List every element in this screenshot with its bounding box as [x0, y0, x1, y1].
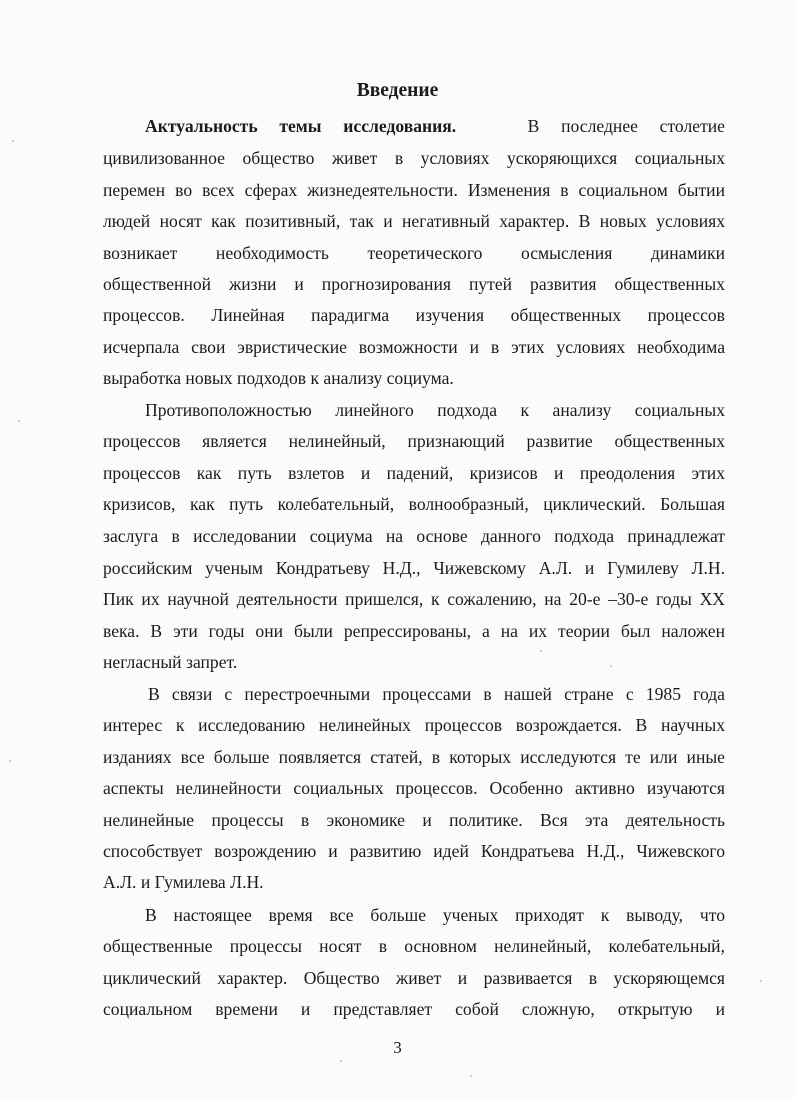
paragraph-2-line-1: Противоположностью линейного подхода к анализу социальных	[145, 400, 725, 420]
paragraph-4-line-1: В настоящее время все больше ученых приходят к выводу, что	[145, 905, 725, 925]
paragraph-1-line-5: возникает необходимость теоретического осмысления динамики	[103, 243, 725, 263]
paragraph-2-line-2: процессов является нелинейный, признающий развитие общественных	[103, 431, 725, 451]
paragraph-2-line-4: кризисов, как путь колебательный, волнообразный, циклический. Большая	[103, 494, 725, 514]
paragraph-3-line-4: аспекты нелинейности социальных процессов. Особенно активно изучаются	[103, 778, 725, 798]
paragraph-2-line-8: века. В эти годы они были репрессированы, а на их теории был наложен	[103, 621, 725, 641]
scan-speckle	[12, 140, 14, 142]
paragraph-1-line-2: цивилизованное общество живет в условиях ускоряющихся социальных	[103, 148, 725, 168]
paragraph-4-line-2: общественные процессы носят в основном нелинейный, колебательный,	[103, 936, 725, 956]
paragraph-3-line-2: интерес к исследованию нелинейных процессов возрождается. В научных	[103, 715, 725, 735]
paragraph-3-line-6: способствует возрождению и развитию идей Кондратьева Н.Д., Чижевского	[103, 841, 725, 861]
paragraph-4-line-4: социальном времени и представляет собой сложную, открытую и	[103, 999, 725, 1019]
paragraph-1-line-7: процессов. Линейная парадигма изучения общественных процессов	[103, 305, 725, 325]
paragraph-2-line-7: Пик их научной деятельности пришелся, к сожалению, на 20-е –30-е годы XX	[103, 589, 725, 609]
paragraph-1-line-1-text: В последнее столетие	[527, 116, 725, 136]
paragraph-3-line-7: А.Л. и Гумилева Л.Н.	[103, 872, 264, 892]
paragraph-2-line-5: заслуга в исследовании социума на основе данного подхода принадлежат	[103, 526, 725, 546]
scan-speckle	[470, 1075, 472, 1077]
paragraph-1-line-3: перемен во всех сферах жизнедеятельности. Изменения в социальном бытии	[103, 180, 725, 200]
paragraph-2-line-9: негласный запрет.	[103, 652, 238, 672]
page-number: 3	[393, 1038, 402, 1057]
paragraph-2-line-6: российским ученым Кондратьеву Н.Д., Чижевскому А.Л. и Гумилеву Л.Н.	[103, 558, 725, 578]
scan-speckle	[340, 1060, 342, 1062]
paragraph-3-line-5: нелинейные процессы в экономике и политике. Вся эта деятельность	[103, 810, 725, 830]
paragraph-2-line-3: процессов как путь взлетов и падений, кризисов и преодоления этих	[103, 463, 725, 483]
paragraph-1-line-6: общественной жизни и прогнозирования путей развития общественных	[103, 274, 725, 294]
page-title: Введение	[356, 80, 439, 101]
scan-speckle	[18, 420, 20, 422]
paragraph-4-line-3: циклический характер. Общество живет и развивается в ускоряющемся	[103, 968, 725, 988]
paragraph-1-lead: Актуальность темы исследования.	[145, 116, 457, 136]
paragraph-1-line-9: выработка новых подходов к анализу социума.	[103, 368, 454, 388]
paragraph-1-line-1	[145, 115, 725, 137]
paragraph-3-line-3: изданиях все больше появляется статей, в которых исследуются те или иные	[103, 747, 725, 767]
scan-speckle	[760, 980, 762, 982]
paragraph-3-line-1: В связи с перестроечными процессами в нашей стране с 1985 года	[148, 684, 725, 704]
paragraph-1-line-4: людей носят как позитивный, так и негативный характер. В новых условиях	[103, 211, 725, 231]
scan-speckle	[9, 760, 11, 762]
paragraph-1-line-8: исчерпала свои эвристические возможности и в этих условиях необходима	[103, 337, 725, 357]
